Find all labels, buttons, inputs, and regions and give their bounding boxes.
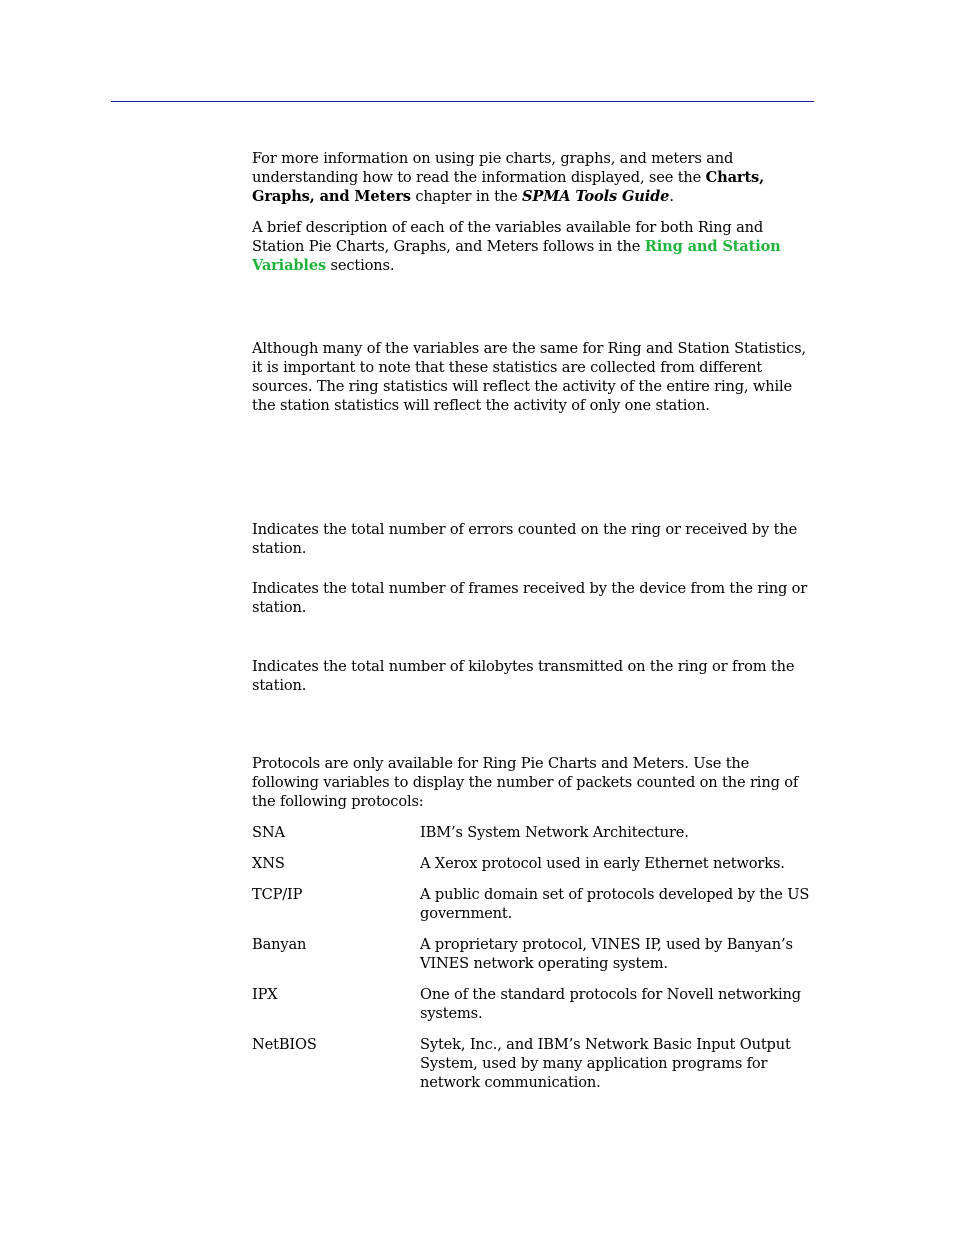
intro-text-mid: chapter in the [410, 188, 523, 205]
protocol-term: NetBIOS [252, 1036, 317, 1053]
protocol-description: A Xerox protocol used in early Ethernet networks. [420, 855, 785, 872]
variables-overview-paragraph [252, 218, 817, 275]
intro-text: For more information on using pie charts, graphs, and meters and understanding how to read the information displayed, see the [252, 150, 734, 186]
protocols-intro-paragraph: Protocols are only available for Ring Pie Charts and Meters. Use the following variables to display the number of packets counted on the ring of the following protocols: [252, 755, 799, 810]
protocol-term: XNS [252, 855, 285, 872]
protocol-term: Banyan [252, 936, 307, 953]
protocol-description: A proprietary protocol, VINES IP, used by Banyan’s VINES network operating system. [420, 936, 793, 972]
intro-text-end: . [669, 188, 674, 205]
protocol-description: Sytek, Inc., and IBM’s Network Basic Input Output System, used by many application programs for network communication. [420, 1036, 791, 1091]
overview-text-end: sections. [326, 257, 395, 274]
errors-description: Indicates the total number of errors counted on the ring or received by the station. [252, 521, 798, 557]
header-rule [111, 101, 814, 102]
intro-paragraph [252, 149, 817, 206]
chapter-reference: Charts, Graphs, and Meters [252, 169, 765, 205]
ring-station-variables-link[interactable]: Ring and Station Variables [252, 238, 781, 274]
protocol-term: IPX [252, 986, 278, 1003]
frames-description: Indicates the total number of frames received by the device from the ring or station. [252, 580, 808, 616]
protocol-description: A public domain set of protocols developed by the US government. [420, 886, 810, 922]
protocol-term: TCP/IP [252, 886, 303, 903]
kilobytes-description: Indicates the total number of kilobytes transmitted on the ring or from the station. [252, 658, 795, 694]
guide-title: SPMA Tools Guide [522, 188, 670, 205]
overview-text: A brief description of each of the variables available for both Ring and Station Pie Charts, Graphs, and Meters follows in the [252, 219, 764, 255]
statistics-note-paragraph: Although many of the variables are the same for Ring and Station Statistics, it is important to note that these statistics are collected from different sources. The ring statistics will reflect the activity of the entire ring, while the station statistics will reflect the activity of only one station. [252, 340, 806, 414]
protocol-description: IBM’s System Network Architecture. [420, 824, 689, 841]
protocol-description: One of the standard protocols for Novell networking systems. [420, 986, 801, 1022]
protocol-term: SNA [252, 824, 285, 841]
